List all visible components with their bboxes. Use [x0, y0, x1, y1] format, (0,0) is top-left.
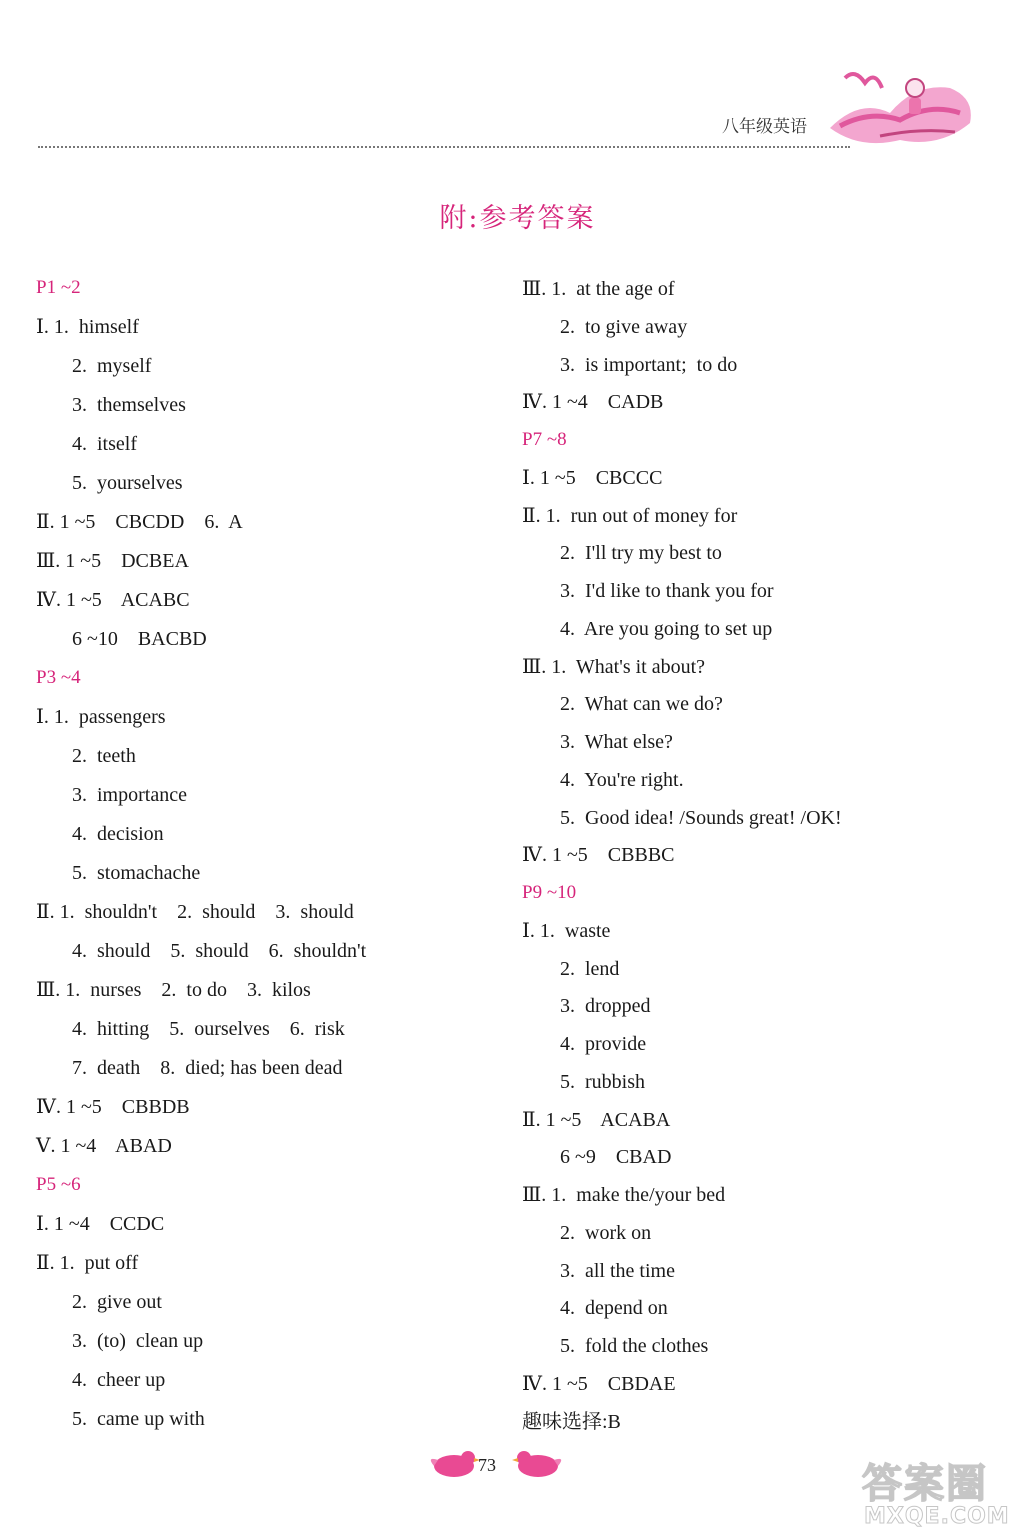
answer-line: Ⅰ. 1 ~5 CBCCC — [522, 466, 663, 489]
answer-line: 5. rubbish — [560, 1070, 645, 1093]
answer-line: 4. provide — [560, 1033, 647, 1055]
answer-line: 5. fold the clothes — [560, 1335, 709, 1357]
answer-line: Ⅰ. 1. passengers — [36, 706, 166, 728]
section-heading: P1 ~2 — [36, 277, 81, 298]
answer-line: Ⅰ. 1 ~4 CCDC — [36, 1213, 165, 1235]
watermark — [862, 1452, 1032, 1536]
answer-line: Ⅳ. 1 ~4 CADB — [522, 391, 664, 414]
answer-line: 5. yourselves — [72, 472, 183, 494]
answer-line: 6 ~10 BACBD — [72, 628, 207, 650]
answer-line: 3. (to) clean up — [72, 1330, 204, 1352]
answer-line: Ⅳ. 1 ~5 CBDAE — [522, 1372, 676, 1395]
answer-line: 2. teeth — [72, 745, 136, 767]
answer-line: 2. I'll try my best to — [560, 542, 722, 565]
answer-line: 4. depend on — [560, 1297, 668, 1320]
answer-line: Ⅴ. 1 ~4 ABAD — [36, 1135, 172, 1157]
watermark-top-text: 答案圈 — [862, 1461, 988, 1507]
answer-line: 6 ~9 CBAD — [560, 1146, 672, 1169]
answer-line: Ⅰ. 1. waste — [522, 919, 611, 942]
bird-right-icon — [512, 1446, 568, 1480]
answer-line: Ⅲ. 1. What's it about? — [522, 655, 706, 678]
answer-line: 2. give out — [72, 1291, 162, 1313]
answer-line: 4. You're right. — [560, 768, 684, 791]
page-number: 73 — [478, 1455, 496, 1475]
answer-line: 5. Good idea! /Sounds great! /OK! — [560, 806, 842, 829]
answer-line: Ⅱ. 1. put off — [36, 1252, 139, 1274]
answer-line: 3. is important; to do — [560, 353, 738, 376]
answer-line: 2. lend — [560, 957, 620, 980]
answer-line: Ⅱ. 1 ~5 ACABA — [522, 1108, 671, 1131]
answer-line: 3. importance — [72, 784, 187, 806]
answer-line: 2. work on — [560, 1221, 652, 1244]
answer-line: Ⅳ. 1 ~5 ACABC — [36, 589, 190, 611]
answer-line: 5. stomachache — [72, 862, 201, 884]
header-divider — [38, 146, 850, 148]
surfing-girl-logo-icon — [820, 58, 980, 158]
answer-line: Ⅲ. 1 ~5 DCBEA — [36, 550, 189, 572]
answer-line: Ⅱ. 1 ~5 CBCDD 6. A — [36, 511, 243, 533]
answer-line: Ⅱ. 1. shouldn't 2. should 3. should — [36, 901, 354, 923]
answer-line: 3. themselves — [72, 394, 186, 416]
answer-line: 4. hitting 5. ourselves 6. risk — [72, 1018, 345, 1040]
answer-line: Ⅰ. 1. himself — [36, 316, 139, 338]
page-title: 附:参考答案 — [439, 203, 596, 234]
watermark-bottom-text: MXQE.COM — [864, 1504, 1010, 1529]
answer-line: Ⅲ. 1. make the/your bed — [522, 1184, 726, 1206]
answer-line: Ⅳ. 1 ~5 CBBDB — [36, 1096, 190, 1118]
answer-line: 4. should 5. should 6. shouldn't — [72, 940, 367, 962]
answer-line: 3. all the time — [560, 1259, 675, 1282]
answer-line: 4. itself — [72, 433, 137, 455]
bird-left-icon — [424, 1446, 480, 1480]
answer-line: 7. death 8. died; has been dead — [72, 1057, 343, 1079]
answer-line: 3. What else? — [560, 731, 673, 753]
answer-line: Ⅳ. 1 ~5 CBBBC — [522, 844, 675, 867]
answer-line: 2. myself — [72, 355, 152, 377]
section-heading: P3 ~4 — [36, 667, 81, 688]
answer-line: 3. dropped — [560, 995, 651, 1018]
answer-line: 趣味选择:B — [522, 1410, 621, 1433]
answer-line: 4. Are you going to set up — [560, 617, 773, 640]
answer-line: 2. What can we do? — [560, 693, 723, 716]
answer-line: Ⅱ. 1. run out of money for — [522, 504, 738, 527]
answer-line: Ⅲ. 1. at the age of — [522, 278, 675, 300]
answer-line: 4. decision — [72, 823, 164, 845]
answer-line: Ⅲ. 1. nurses 2. to do 3. kilos — [36, 979, 311, 1001]
header-subject-label: 八年级英语 — [722, 117, 807, 137]
answer-line: 2. to give away — [560, 315, 688, 338]
answer-line: 4. cheer up — [72, 1369, 166, 1391]
section-heading: P7 ~8 — [522, 429, 567, 450]
answer-line: 5. came up with — [72, 1408, 205, 1430]
section-heading: P9 ~10 — [522, 882, 577, 903]
section-heading: P5 ~6 — [36, 1174, 81, 1195]
answer-line: 3. I'd like to thank you for — [560, 580, 774, 602]
